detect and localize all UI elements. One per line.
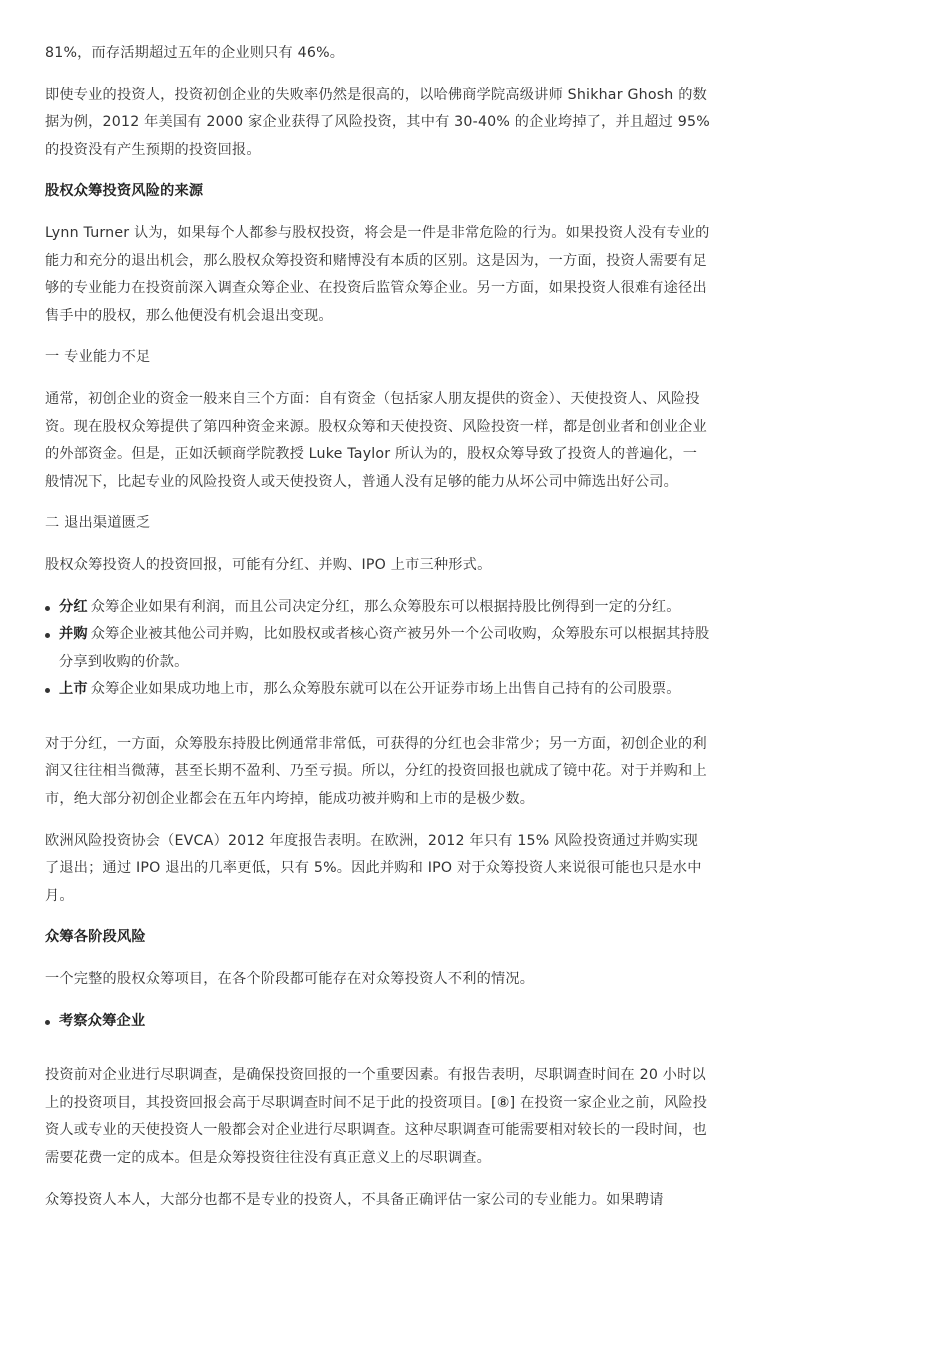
bullet-dot: [45, 606, 50, 611]
paragraph-evca-report: 欧洲风险投资协会（EVCA）2012 年度报告表明。在欧洲，2012 年只有 15% 风险投资通过并购实现了退出；通过 IPO 退出的几率更低，只有 5%。因此并购和 IPO 对于众筹投资人来说很可能也只是水中月。: [45, 832, 702, 904]
list-item-term: 考察众筹企业: [59, 1012, 146, 1029]
exit-form-list: [45, 594, 710, 704]
list-item-term: 上市: [59, 681, 88, 698]
list-item-text: 众筹企业被其他公司并购，比如股权或者核心资产被另外一个公司收购，众筹股东可以根据其持股分享到收购的价款。: [59, 626, 710, 670]
paragraph-investor-ability: 众筹投资人本人，大部分也都不是专业的投资人，不具备正确评估一家公司的专业能力。如果聘请: [45, 1191, 664, 1208]
paragraph-funding-sources: 通常，初创企业的资金一般来自三个方面：自有资金（包括家人朋友提供的资金）、天使投资人、风险投资。现在股权众筹提供了第四种资金来源。股权众筹和天使投资、风险投资一样，都是创业者和创业企业的外部资金。但是，正如沃顿商学院教授 Luke Taylor 所认为的，股权众筹导致了投资人的普遍化，一般情况下，比起专业的风险投资人或天使投资人，普通人没有足够的能力从坏公司中筛选出好公司。: [45, 390, 707, 490]
list-item: [45, 621, 710, 676]
list-item-term: 并购: [59, 626, 88, 643]
bullet-dot: [45, 1020, 50, 1025]
paragraph-failure-rate: 即使专业的投资人，投资初创企业的失败率仍然是很高的，以哈佛商学院高级讲师 Shikhar Ghosh 的数据为例，2012 年美国有 2000 家企业获得了风险投资，其中有 30-40% 的企业垮掉了，并且超过 95% 的投资没有产生预期的投资回报。: [45, 86, 710, 158]
paragraph-survival-rate: 81%，而存活期超过五年的企业则只有 46%。: [45, 45, 345, 61]
heading-risk-source: 股权众筹投资风险的来源: [45, 183, 204, 200]
list-item-text: 众筹企业如果有利润，而且公司决定分红，那么众筹股东可以根据持股比例得到一定的分红。: [90, 598, 681, 615]
list-item: [45, 1008, 710, 1036]
subheading-lack-of-expertise: 一 专业能力不足: [45, 349, 151, 366]
list-item-text: 众筹企业如果成功地上市，那么众筹股东就可以在公开证券市场上出售自己持有的公司股票。: [90, 681, 681, 698]
heading-stage-risks: 众筹各阶段风险: [45, 929, 146, 946]
paragraph-return-forms: 股权众筹投资人的投资回报，可能有分红、并购、IPO 上市三种形式。: [45, 556, 492, 573]
bullet-dot: [45, 688, 50, 693]
paragraph-dividend: 对于分红，一方面，众筹股东持股比例通常非常低，可获得的分红也会非常少；另一方面，初创企业的利润又往往相当微薄，甚至长期不盈利、乃至亏损。所以，分红的投资回报也就成了镜中花。对于并购和上市，绝大部分初创企业都会在五年内垮掉，能成功被并购和上市的是极少数。: [45, 735, 707, 808]
stage-list: [45, 1008, 710, 1036]
bullet-dot: [45, 633, 50, 638]
paragraph-stage-intro: 一个完整的股权众筹项目，在各个阶段都可能存在对众筹投资人不利的情况。: [45, 971, 535, 988]
paragraph-lynn-turner: Lynn Turner 认为，如果每个人都参与股权投资，将会是一件是非常危险的行为。如果投资人没有专业的能力和充分的退出机会，那么股权众筹投资和赌博没有本质的区别。这是因为，一方面，投资人需要有足够的专业能力在投资前深入调查众筹企业、在投资后监管众筹企业。另一方面，如果投资人很难有途径出售手中的股权，那么他便没有机会退出变现。: [45, 224, 710, 324]
list-item: [45, 594, 710, 622]
list-item: [45, 676, 710, 704]
list-item-term: 分红: [59, 598, 88, 615]
paragraph-due-diligence: 投资前对企业进行尽职调查，是确保投资回报的一个重要因素。有报告表明，尽职调查时间在 20 小时以上的投资项目，其投资回报会高于尽职调查时间不足于此的投资项目。[⑧] 在投资一家企业之前，风险投资人或专业的天使投资人一般都会对企业进行尽职调查。这种尽职调查可能需要相对较长的一段时间，也需要花费一定的成本。但是众筹投资往往没有真正意义上的尽职调查。: [45, 1067, 708, 1166]
article-body: [45, 40, 710, 1214]
subheading-lack-of-exit: 二 退出渠道匮乏: [45, 515, 151, 532]
